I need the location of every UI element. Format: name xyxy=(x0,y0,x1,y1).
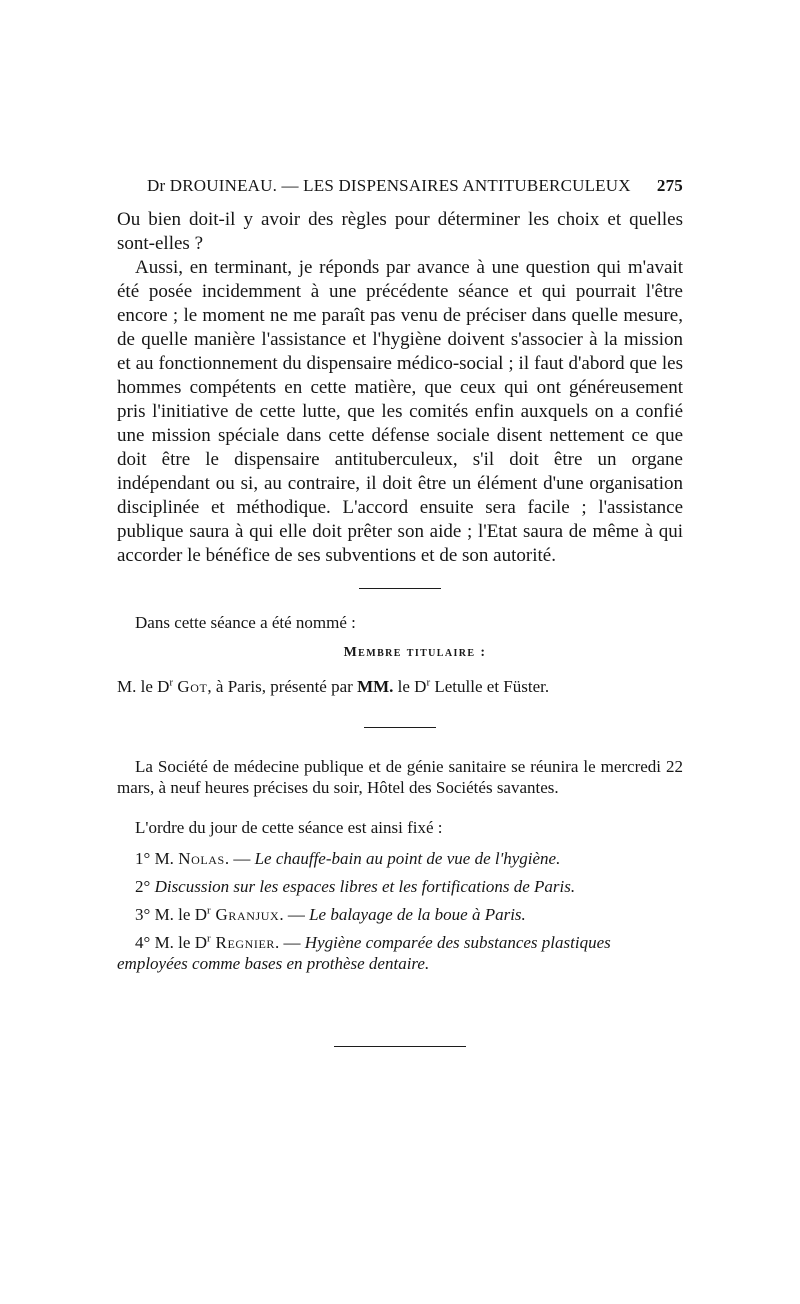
section-divider xyxy=(364,727,436,728)
membre-titulaire-heading: Membre titulaire : xyxy=(343,645,487,660)
member-sup: r xyxy=(169,676,174,689)
ordre-intro: L'ordre du jour de cette séance est ainsi fixé : xyxy=(135,818,443,837)
member-mm: MM. xyxy=(357,677,394,696)
section-divider xyxy=(359,588,441,589)
agenda-item: 4° M. le $D^r$ Regnier. — Hygiène comparée des substances plastiques employées comme bases en prothèse dentaire. xyxy=(117,932,611,973)
sponsors-prefix: le D xyxy=(393,677,427,696)
reunion-notice: La Société de médecine publique et de génie sanitaire se réunira le mercredi 22 mars, à neuf heures précises du soir, Hôtel des Sociétés savantes. xyxy=(117,757,683,797)
paragraph-1: Ou bien doit-il y avoir des règles pour déterminer les choix et quelles sont-elles ? xyxy=(117,209,683,254)
member-prefix: M. le D xyxy=(117,677,170,696)
agenda-item: 2° Discussion sur les espaces libres et les fortifications de Paris. xyxy=(135,877,576,896)
member-middle: , à Paris, présenté par xyxy=(207,677,358,696)
member-name: Got xyxy=(177,677,208,696)
running-head xyxy=(147,176,683,196)
page-number: 275 xyxy=(656,176,683,195)
running-head-title: Dr DROUINEAU. — LES DISPENSAIRES ANTITUBERCULEUX xyxy=(147,176,631,195)
paragraph-2: Aussi, en terminant, je réponds par avance à une question qui m'avait été posée incidemment à une précédente séance et qui pourrait l'être encore ; le moment ne me paraît pas venu de préciser dans quelle mesure, de quelle manière l'assistance et l'hygiène doivent s'associer à la mission et au fonctionnement du dispensaire médico-social ; il faut d'abord que les hommes compétents en cette matière, que ceux qui ont généreusement pris l'initiative de cette lutte, que les comités enfin auxquels on a confié une mission spéciale dans cette défense sociale disent nettement ce que doit être le dispensaire antituberculeux, s'il doit être un organe indépendant ou si, au contraire, il doit être un élément d'une organisation disciplinée et méthodique. L'accord ensuite sera facile ; l'assistance publique saura à qui elle doit prêter son aide ; l'Etat saura de même à qui accorder le bénéfice de ses subventions et de son autorité. xyxy=(117,257,683,566)
nomination-intro: Dans cette séance a été nommé : xyxy=(135,613,356,632)
sponsors-sup: r xyxy=(426,676,431,689)
page-content xyxy=(117,176,683,1047)
member-entry xyxy=(117,675,683,699)
sponsors: Letulle et Füster. xyxy=(430,677,550,696)
agenda-item: 1° M. Nolas. — Le chauffe-bain au point de vue de l'hygiène. xyxy=(135,849,561,868)
end-divider xyxy=(334,1046,466,1047)
agenda-list xyxy=(117,848,683,974)
agenda xyxy=(117,848,683,974)
agenda-item: 3° M. le $D^r$ Granjux. — Le balayage de la boue à Paris. xyxy=(135,904,526,924)
